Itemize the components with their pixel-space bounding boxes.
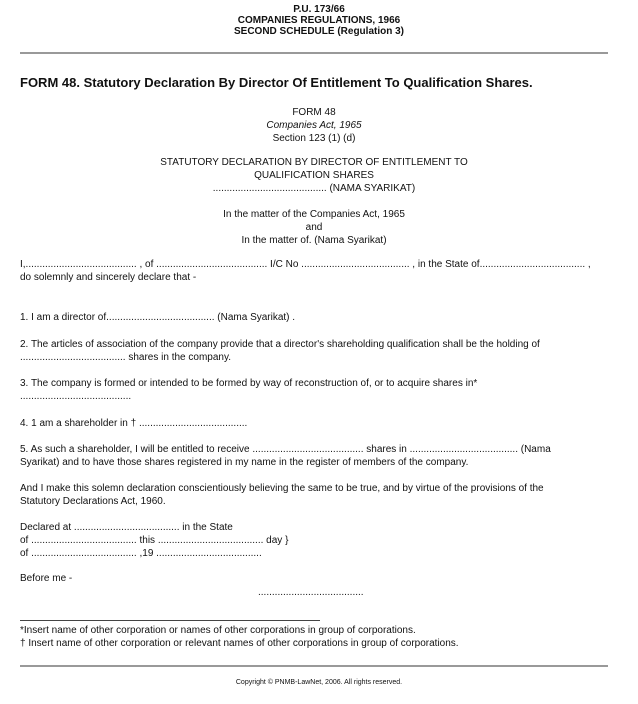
item-5 <box>20 443 608 469</box>
matter-block <box>20 208 608 247</box>
before-me: Before me - <box>20 573 73 584</box>
section-ref: Section 123 (1) (d) <box>272 133 356 144</box>
header-line-2: COMPANIES REGULATIONS, 1966 <box>237 15 401 26</box>
footnote-2: † Insert name of other corporation or relevant names of other corporations in group of corporations. <box>20 638 459 649</box>
form-number: FORM 48 <box>292 107 336 118</box>
item-3-line-2: ........................................ <box>20 391 132 402</box>
matter-line-1: In the matter of the Companies Act, 1965 <box>223 209 405 220</box>
declaration-heading <box>20 156 608 195</box>
item-2-line-2: ...................................... shares in the company. <box>20 352 232 363</box>
copyright: Copyright © PNMB-LawNet, 2006. All rights reserved. <box>235 679 403 686</box>
declared-line-1: Declared at ...................................... in the State <box>20 522 233 533</box>
heading-line-1: STATUTORY DECLARATION BY DIRECTOR OF ENTITLEMENT TO <box>160 157 468 168</box>
company-line: ......................................... (NAMA SYARIKAT) <box>212 183 416 194</box>
declarant-block <box>20 258 608 284</box>
heading-line-2: QUALIFICATION SHARES <box>254 170 374 181</box>
footnotes <box>20 624 608 650</box>
header-line-1: P.U. 173/66 <box>293 4 345 15</box>
header-divider <box>20 52 608 54</box>
declared-line-2: of ...................................... this ...................................... day } <box>20 535 289 546</box>
footer-divider <box>20 665 608 667</box>
item-3 <box>20 377 608 403</box>
item-2-line-1: 2. The articles of association of the company provide that a director's shareholding qualification shall be the holding of <box>20 339 540 350</box>
item-4: 4. 1 am a shareholder in † ....................................... <box>20 418 248 429</box>
form-title: FORM 48. Statutory Declaration By Director Of Entitlement To Qualification Shares. <box>20 75 533 90</box>
item-3-line-1: 3. The company is formed or intended to be formed by way of reconstruction of, or to acquire shares in* <box>20 378 478 389</box>
form-block <box>20 106 608 145</box>
item-1: 1. I am a director of....................................... (Nama Syarikat) . <box>20 312 296 323</box>
footnote-divider <box>20 620 320 621</box>
solemn-declaration <box>20 482 608 508</box>
item-2 <box>20 338 608 364</box>
declarant-line-2: do solemnly and sincerely declare that - <box>20 272 197 283</box>
declared-line-3: of ...................................... ,19 ...................................... <box>20 548 262 559</box>
matter-line-2: and <box>305 222 323 233</box>
solemn-line-1: And I make this solemn declaration conscientiously believing the same to be true, and by virtue of the provisions of the <box>20 483 544 494</box>
footnote-1: *Insert name of other corporation or names of other corporations in group of corporations. <box>20 625 416 636</box>
declarant-line-1: I,........................................ , of ........................................ I/C No ....................................... , in the State of...................................... , <box>20 259 591 270</box>
item-5-line-1: 5. As such a shareholder, I will be entitled to receive ........................................ shares in ....................................... (Nama <box>20 444 551 455</box>
header-line-3: SECOND SCHEDULE (Regulation 3) <box>233 26 404 37</box>
page-header <box>0 0 638 37</box>
item-5-line-2: Syarikat) and to have those shares registered in my name in the register of members of the company. <box>20 457 469 468</box>
act-name: Companies Act, 1965 <box>266 120 362 131</box>
declared-block <box>20 521 608 560</box>
matter-line-3: In the matter of. (Nama Syarikat) <box>241 235 387 246</box>
signature-line: ...................................... <box>258 587 364 598</box>
solemn-line-2: Statutory Declarations Act, 1960. <box>20 496 166 507</box>
